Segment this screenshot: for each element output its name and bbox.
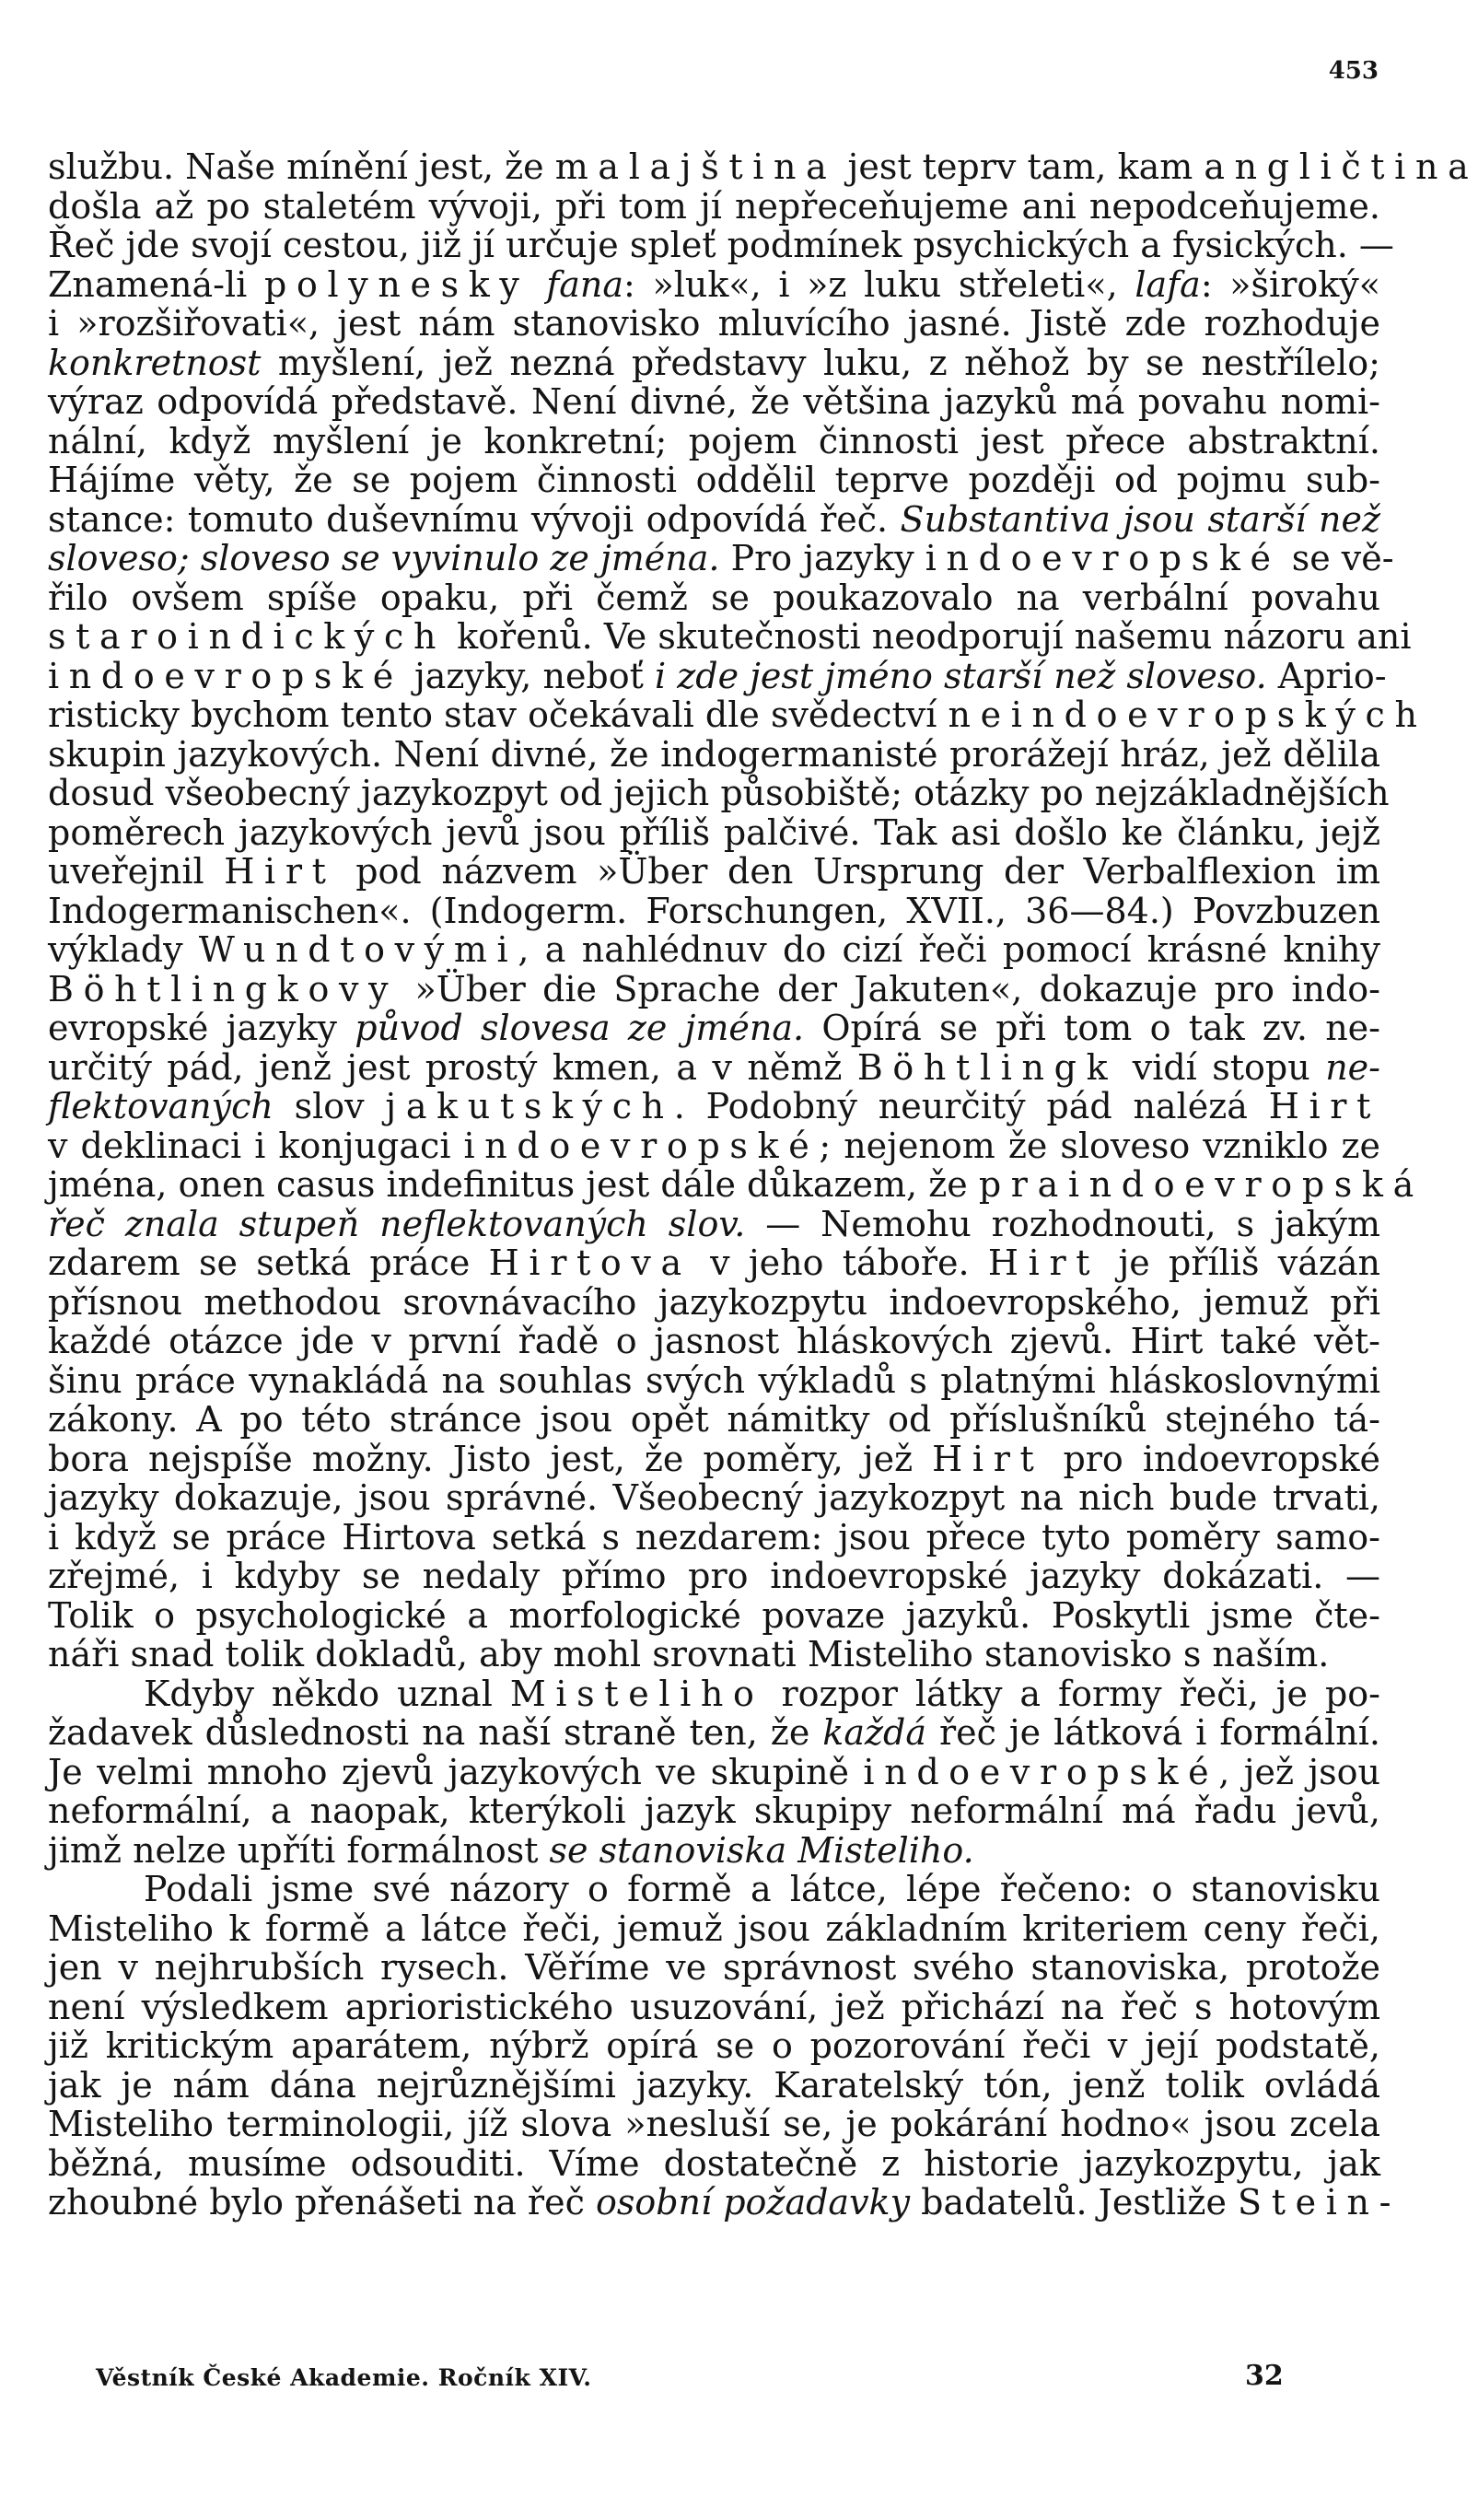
text-line xyxy=(48,1557,1380,1596)
text-run: Kdyby někdo uznal xyxy=(144,1673,510,1714)
text-line xyxy=(48,1753,1380,1792)
text-run: Řeč jde svojí cestou, již jí určuje spleť podmínek psychických a fysických. — xyxy=(48,225,1394,265)
text-run: : »luk«, i »z luku střeleti«, xyxy=(623,263,1135,305)
text-run: evropské jazyky xyxy=(48,1008,355,1048)
text-run: risticky bychom tento stav očekávali dle svědectví xyxy=(48,694,948,735)
text-run: ; nejenom že sloveso vzniklo ze xyxy=(819,1125,1381,1166)
text-run: slov xyxy=(273,1086,386,1126)
text-run: jména, onen casus indefinitus jest dále důkazem, že xyxy=(48,1164,979,1205)
text-run: badatelů. Jestliže xyxy=(910,2182,1239,2222)
emphasis-text: se stanoviska Misteliho. xyxy=(549,1829,974,1871)
text-run: jak je nám dána nejrůznějšími jazyky. Karatelský tón, jenž tolik ovládá xyxy=(48,2064,1380,2106)
text-line xyxy=(48,773,1390,813)
text-line xyxy=(48,500,1380,540)
text-line xyxy=(48,1361,1380,1401)
text-run: poměrech jazykových jevů jsou příliš palčivé. Tak asi došlo ke článku, jejž xyxy=(48,811,1380,853)
text-line xyxy=(48,1126,1380,1166)
text-line xyxy=(48,1440,1380,1479)
text-line xyxy=(48,265,1380,305)
text-run: i když se práce Hirtova setká s nezdarem: jsou přece tyto poměry samo- xyxy=(48,1516,1380,1558)
text-run: Pro jazyky xyxy=(719,538,925,578)
spaced-emphasis-text: indoevropské xyxy=(925,538,1281,578)
text-line xyxy=(48,1988,1380,2027)
text-run: přísnou methodou srovnávacího jazykozpytu indoevropského, jemuž při xyxy=(48,1281,1380,1323)
text-run: náři snad tolik dokladů, aby mohl srovnati Misteliho stanovisko s naším. xyxy=(48,1634,1330,1674)
text-line xyxy=(48,1087,1380,1126)
emphasis-text: původ slovesa ze jména. xyxy=(355,1008,805,1048)
text-line xyxy=(48,892,1380,931)
text-line xyxy=(48,1596,1380,1636)
text-run: Misteliho k formě a látce řeči, jemuž jsou základním kriteriem ceny řeči, xyxy=(48,1908,1380,1949)
emphasis-text: fana xyxy=(546,263,624,305)
text-run: řilo ovšem spíše opaku, při čemž se poukazovalo na verbální povahu xyxy=(48,577,1380,618)
text-line xyxy=(48,1478,1380,1518)
spaced-emphasis-text: praindoevropská xyxy=(978,1164,1424,1205)
spaced-emphasis-text: malajština xyxy=(554,146,837,187)
text-run: Podali jsme své názory o formě a látce, lépe řečeno: o stanovisku xyxy=(144,1869,1380,1909)
text-line xyxy=(48,970,1380,1009)
text-line xyxy=(48,1322,1380,1361)
text-run: každé otázce jde v první řadě o jasnost hláskových zjevů. Hirt také vět- xyxy=(48,1321,1380,1361)
text-run: Tolik o psychologické a morfologické povaze jazyků. Poskytli jsme čte- xyxy=(48,1594,1380,1636)
text-line xyxy=(48,225,1394,265)
text-line xyxy=(48,187,1380,227)
text-run: šinu práce vynakládá na souhlas svých výkladů s platnými hláskoslovnými xyxy=(48,1359,1380,1401)
text-run: Indogermanischen«. (Indogerm. Forschungen, XVII., 36—84.) Povzbuzen xyxy=(48,890,1380,931)
emphasis-text: konkretnost xyxy=(48,342,262,383)
text-run: zdarem se setká práce xyxy=(48,1242,489,1283)
text-run: , a nahlédnuv do cizí řeči pomocí krásné knihy xyxy=(518,929,1380,970)
text-line xyxy=(48,1674,1380,1714)
spaced-emphasis-text: Böhtlingkovy xyxy=(48,968,399,1009)
text-run: Je velmi mnoho zjevů jazykových ve skupině xyxy=(48,1751,864,1792)
text-run: — Nemohu rozhodnouti, s jakým xyxy=(745,1203,1380,1244)
text-run: jimž nelze upříti formálnost xyxy=(48,1829,550,1871)
text-line xyxy=(48,461,1380,500)
text-run: dosud všeobecný jazykozpyt od jejich působiště; otázky po nejzákladnějších xyxy=(48,773,1390,813)
text-run xyxy=(530,264,547,305)
text-run: kořenů. Ve skutečnosti neodporují našemu názoru ani xyxy=(446,616,1412,657)
text-run: jazyky, neboť xyxy=(402,655,655,696)
spaced-emphasis-text: Hirt xyxy=(932,1438,1044,1479)
spaced-emphasis-text: indoevropské xyxy=(863,1751,1219,1792)
text-run: nální, když myšlení je konkretní; pojem činnosti jest přece abstraktní. xyxy=(48,420,1380,461)
text-line xyxy=(48,146,1478,187)
text-line xyxy=(48,930,1380,970)
text-run: řeč je látková i formální. xyxy=(925,1712,1380,1753)
text-line xyxy=(48,2182,1402,2222)
text-line xyxy=(48,2144,1380,2184)
text-line xyxy=(48,1791,1380,1831)
text-run: neformální, a naopak, kterýkoli jazyk skupipy neformální má řadu jevů, xyxy=(48,1791,1380,1831)
text-run: zhoubné bylo přenášeti na řeč xyxy=(48,2182,596,2222)
text-line xyxy=(48,694,1427,735)
text-run: žadavek důslednosti na naší straně ten, že xyxy=(48,1712,823,1753)
text-line xyxy=(48,813,1380,853)
text-line xyxy=(48,344,1380,383)
text-run: myšlení, jež nezná představy luku, z něhož by se nestřílelo; xyxy=(261,342,1380,383)
text-line xyxy=(48,304,1380,344)
text-line xyxy=(48,2105,1380,2144)
text-line xyxy=(48,1009,1380,1048)
text-run: i »rozšiřovati«, jest nám stanovisko mluvícího jasné. Jistě zde rozhoduje xyxy=(48,303,1380,344)
text-run: pod názvem »Über den Ursprung der Verbalflexion im xyxy=(335,851,1380,892)
text-run: došla až po staletém vývoji, při tom jí nepřeceňujeme ani nepodceňujeme. xyxy=(48,185,1380,227)
text-run: v jeho táboře. xyxy=(691,1242,988,1283)
text-body xyxy=(48,146,1478,2222)
text-line xyxy=(48,422,1380,461)
emphasis-text: řeč znala stupeň neflektovaných slov. xyxy=(48,1203,746,1244)
text-run: : »široký« xyxy=(1200,263,1380,305)
spaced-emphasis-text: jakutských xyxy=(385,1086,674,1126)
emphasis-text: flektovaných xyxy=(48,1086,273,1126)
text-line xyxy=(48,1831,1380,1871)
text-run: Znamená-li xyxy=(48,263,264,305)
text-run: »Über die Sprache der Jakuten«, dokazuje pro indo- xyxy=(398,968,1380,1009)
text-line xyxy=(48,1205,1380,1244)
spaced-emphasis-text: Misteliho xyxy=(509,1673,764,1714)
text-line xyxy=(48,1283,1380,1323)
spaced-emphasis-text: polynesky xyxy=(263,263,530,305)
text-line xyxy=(48,1400,1380,1440)
emphasis-text: lafa xyxy=(1135,263,1201,305)
spaced-emphasis-text: Stein- xyxy=(1238,2182,1402,2222)
text-line xyxy=(48,578,1380,618)
text-run: určitý pád, jenž jest prostý kmen, a v němž xyxy=(48,1046,857,1088)
text-run: , jež jsou xyxy=(1218,1751,1380,1792)
spaced-emphasis-text: Hirtova xyxy=(488,1242,692,1283)
text-run: se vě- xyxy=(1280,538,1394,578)
text-line xyxy=(48,1713,1380,1753)
emphasis-text: i zde jest jméno starší než sloveso. xyxy=(654,655,1267,696)
emphasis-text: osobní požadavky xyxy=(595,2182,911,2222)
spaced-emphasis-text: neindoevropských xyxy=(948,694,1427,735)
text-run: zákony. A po této stránce jsou opět námitky od příslušníků stejného tá- xyxy=(48,1399,1380,1440)
text-line xyxy=(48,538,1394,578)
text-run: jen v nejhrubších rysech. Věříme ve správnost svého stanoviska, protože xyxy=(48,1947,1380,1988)
text-run: jest teprv tam, kam xyxy=(836,146,1205,187)
text-run: bora nejspíše možny. Jisto jest, že poměry, jež xyxy=(48,1438,933,1479)
text-run: v deklinaci i konjugaci xyxy=(48,1125,464,1166)
text-run: zřejmé, i kdyby se nedaly přímo pro indoevropské jazyky dokázati. — xyxy=(48,1556,1380,1596)
text-line xyxy=(48,735,1380,775)
emphasis-text: každá xyxy=(822,1712,926,1753)
spaced-emphasis-text: indoevropské xyxy=(48,655,403,696)
text-run: jazyky dokazuje, jsou správné. Všeobecný jazykozpyt na nich bude trvati, xyxy=(48,1477,1380,1518)
spaced-emphasis-text: indoevropské xyxy=(463,1125,820,1166)
text-run: již kritickým aparátem, nýbrž opírá se o pozorování řeči v její podstatě, xyxy=(48,2025,1380,2066)
spaced-emphasis-text: Böhtlingk xyxy=(856,1046,1118,1088)
text-run: rozpor látky a formy řeči, je po- xyxy=(763,1673,1380,1714)
text-run: Aprio- xyxy=(1266,655,1387,696)
text-run: pro indoevropské xyxy=(1043,1438,1380,1479)
text-line xyxy=(48,2066,1380,2106)
text-run: skupin jazykových. Není divné, že indogermanisté prorážejí hráz, jež dělila xyxy=(48,733,1380,775)
text-run: . Podobný neurčitý pád nalézá xyxy=(673,1086,1269,1126)
text-line xyxy=(48,382,1380,422)
text-line xyxy=(48,1164,1424,1205)
text-run: výraz odpovídá představě. Není divné, že většina jazyků má povahu nomi- xyxy=(48,381,1380,422)
text-run: je příliš vázán xyxy=(1100,1242,1380,1283)
emphasis-text: Substantiva jsou starší než xyxy=(900,498,1380,540)
text-line xyxy=(48,616,1412,657)
emphasis-text: ne- xyxy=(1325,1046,1380,1088)
spaced-emphasis-text: Hirt xyxy=(224,851,336,892)
footer-journal: Věstník České Akademie. Ročník XIV. xyxy=(96,2364,592,2391)
text-run: uveřejnil xyxy=(48,851,225,892)
text-line xyxy=(48,1635,1380,1674)
text-run: výklady xyxy=(48,929,199,970)
emphasis-text: sloveso; sloveso se vyvinulo ze jména. xyxy=(48,538,720,578)
text-run: běžná, musíme odsouditi. Víme dostatečně z historie jazykozpytu, jak xyxy=(48,2142,1380,2184)
text-run: službu. Naše mínění jest, že xyxy=(48,146,555,187)
text-line xyxy=(48,655,1387,696)
spaced-emphasis-text: Hirt xyxy=(1268,1086,1380,1126)
spaced-emphasis-text: Hirt xyxy=(987,1242,1100,1283)
text-line xyxy=(48,1048,1380,1088)
page-number: 453 xyxy=(1328,57,1379,85)
spaced-emphasis-text: Wundtovými xyxy=(198,929,518,970)
text-line xyxy=(48,1948,1380,1988)
text-run: Opírá se při tom o tak zv. ne- xyxy=(804,1008,1380,1048)
text-run: stance: tomuto duševnímu vývoji odpovídá řeč. xyxy=(48,498,901,540)
text-line xyxy=(48,852,1380,892)
text-run: Misteliho terminologii, jíž slova »nesluší se, je pokárání hodno« jsou zcela xyxy=(48,2104,1380,2144)
spaced-emphasis-text: staroindických xyxy=(48,616,447,657)
footer-sheet-number: 32 xyxy=(1245,2360,1284,2392)
spaced-emphasis-text: angličtina xyxy=(1204,146,1478,187)
text-run: vidí stopu xyxy=(1117,1046,1326,1088)
text-line xyxy=(48,1243,1380,1283)
text-line xyxy=(48,1870,1380,1909)
text-line xyxy=(48,1518,1380,1558)
text-line xyxy=(48,2026,1380,2066)
text-line xyxy=(48,1909,1380,1949)
text-run: Hájíme věty, že se pojem činnosti oddělil teprve později od pojmu sub- xyxy=(48,460,1380,500)
text-run: není výsledkem aprioristického usuzování, jež přichází na řeč s hotovým xyxy=(48,1986,1380,2027)
